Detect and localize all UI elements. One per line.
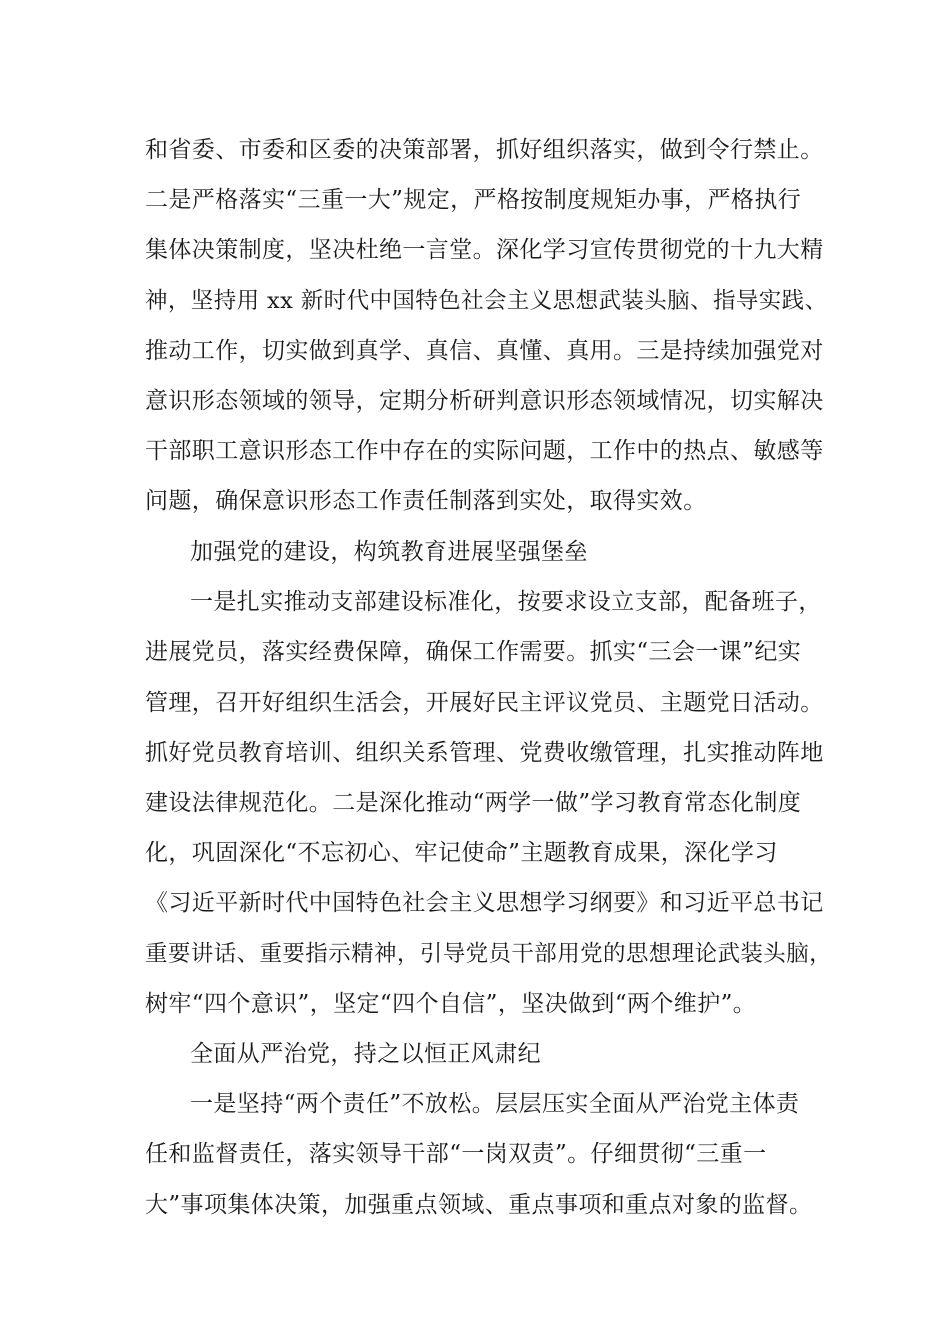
body-line: 任和监督责任，落实领导干部“一岗双责”。仔细贯彻“三重一 (145, 1141, 767, 1167)
body-line: 管理，召开好组织生活会，开展好民主评议党员、主题党日活动。 (145, 690, 824, 716)
body-line: 树牢“四个意识”，坚定“四个自信”，坚决做到“两个维护”。 (145, 991, 757, 1017)
body-line: 进展党员，落实经费保障，确保工作需要。抓实“三会一课”纪实 (145, 639, 802, 665)
body-line: 化，巩固深化“不忘初心、牢记使命”主题教育成果，深化学习 (145, 840, 778, 866)
body-line: 神，坚持用 xx 新时代中国特色社会主义思想武装头脑、指导实践、 (145, 288, 828, 314)
body-line: 干部职工意识形态工作中存在的实际问题，工作中的热点、敏感等 (145, 438, 824, 464)
section-heading: 全面从严治党，持之以恒正风肃纪 (190, 1041, 541, 1067)
body-line: 大”事项集体决策，加强重点领域、重点事项和重点对象的监督。 (145, 1192, 813, 1218)
body-line: 问题，确保意识形态工作责任制落到实处，取得实效。 (145, 488, 707, 514)
body-line: 二是严格落实“三重一大”规定，严格按制度规矩办事，严格执行 (145, 187, 802, 213)
body-line: 一是扎实推动支部建设标准化，按要求设立支部，配备班子， (190, 589, 822, 615)
body-line: 重要讲话、重要指示精神，引导党员干部用党的思想理论武装头脑， (145, 941, 833, 967)
body-line: 集体决策制度，坚决杜绝一言堂。深化学习宣传贯彻党的十九大精 (145, 237, 824, 263)
body-line: 抓好党员教育培训、组织关系管理、党费收缴管理，扎实推动阵地 (145, 740, 824, 766)
body-line: 意识形态领域的领导，定期分析研判意识形态领域情况，切实解决 (145, 388, 824, 414)
body-line: 推动工作，切实做到真学、真信、真懂、真用。三是持续加强党对 (145, 338, 824, 364)
body-line: 《习近平新时代中国特色社会主义思想学习纲要》和习近平总书记 (145, 890, 824, 916)
body-line: 建设法律规范化。二是深化推动“两学一做”学习教育常态化制度 (145, 790, 802, 816)
body-line: 和省委、市委和区委的决策部署，抓好组织落实，做到令行禁止。 (145, 137, 824, 163)
section-heading: 加强党的建设，构筑教育进展坚强堡垒 (190, 539, 588, 565)
body-line: 一是坚持“两个责任”不放松。层层压实全面从严治党主体责 (190, 1091, 800, 1117)
